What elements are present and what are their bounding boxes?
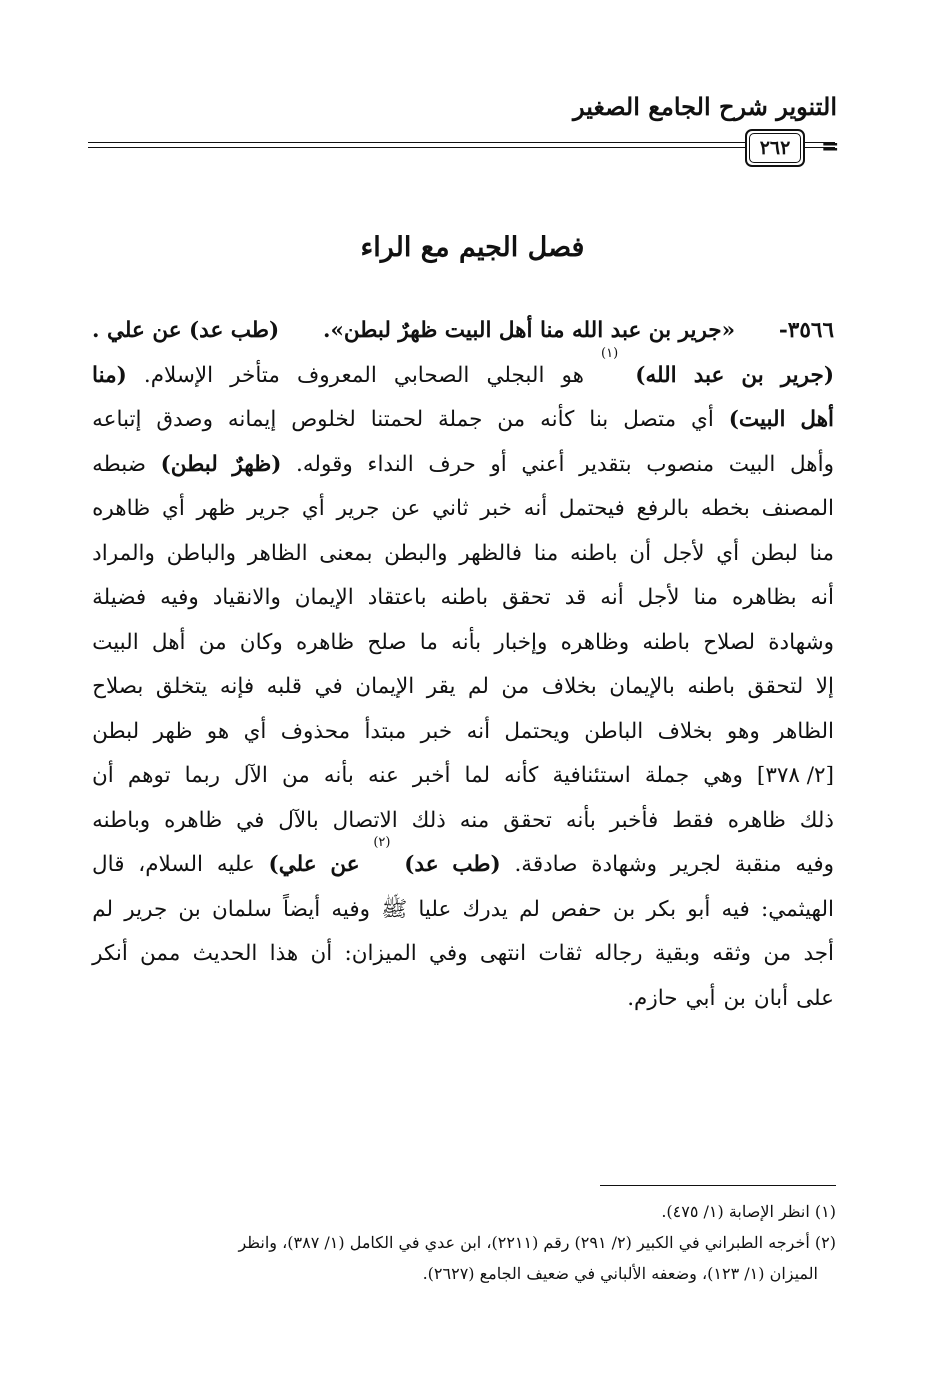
word: أن	[629, 540, 652, 566]
word: النداء	[367, 451, 414, 477]
footnote-ref-word: عد)	[404, 852, 439, 877]
word: هذا	[269, 941, 299, 966]
word: أبو	[687, 896, 711, 922]
word: يدرك	[462, 896, 508, 922]
word: تحقق	[503, 807, 552, 833]
word: باطنه	[440, 585, 489, 610]
word: البيت	[728, 451, 776, 477]
word: في	[236, 807, 265, 833]
word: وإخبار	[494, 629, 548, 655]
word: من	[198, 629, 227, 655]
section-title: فصل الجيم مع الراء	[360, 232, 585, 263]
word: مبتدأ	[364, 718, 407, 744]
word: إتباعه	[92, 407, 142, 432]
word: جملة	[644, 763, 690, 788]
text-line	[92, 665, 834, 710]
word: لأجل	[637, 585, 680, 610]
hadith-text: «جرير بن عبد الله منا أهل البيت ظهرٌ لبطن».	[322, 318, 736, 343]
word: ثاني	[432, 496, 469, 521]
word: الإيمان	[355, 674, 415, 699]
word: أخبر	[412, 763, 451, 788]
word: عنه	[367, 763, 399, 788]
word: وفيه	[795, 852, 834, 877]
word: وأهل	[790, 451, 834, 477]
word: هو	[561, 362, 584, 388]
word: استئنافية	[552, 763, 631, 788]
word: باطنه	[569, 540, 618, 566]
word: من	[281, 763, 310, 788]
word: الميزان:	[344, 941, 417, 966]
word: هو	[206, 718, 230, 744]
word: فقط	[672, 807, 714, 833]
word: عن	[330, 852, 360, 877]
word: إيمانه	[227, 407, 277, 432]
word: أهل	[800, 407, 834, 432]
word: الصحابي	[393, 362, 470, 388]
word: جرير	[336, 496, 380, 521]
word: وصدق	[156, 407, 213, 432]
word: من	[497, 407, 526, 432]
text-line	[92, 754, 834, 799]
word: الظاهر	[774, 718, 834, 744]
word: أن	[310, 941, 333, 966]
word: بأنه	[565, 807, 596, 833]
word: وفيه	[331, 896, 371, 922]
word: أو	[490, 451, 507, 477]
word: ما	[419, 629, 438, 655]
word: لبطن	[750, 540, 798, 566]
word: أنكر	[92, 941, 128, 966]
word: ظهر	[153, 718, 193, 744]
word: توهم	[127, 763, 171, 788]
word: بخطه	[700, 496, 750, 521]
word: عليه	[216, 852, 255, 877]
word: أي	[691, 407, 714, 432]
footnote-2-line-2: الميزان (١/ ١٢٣)، وضعفه الألباني في ضعيف الجامع (٢٦٢٧).	[422, 1264, 818, 1283]
word: البيت)	[728, 407, 786, 432]
word: رجاله	[594, 941, 643, 966]
word: بالرفع	[636, 496, 690, 521]
word: لما	[464, 763, 491, 788]
word: لم	[92, 896, 114, 922]
word: أيضاً	[283, 896, 321, 922]
text-line	[92, 710, 834, 755]
hadith-line	[92, 309, 834, 354]
word: قد	[564, 585, 587, 610]
word: بالآل	[278, 807, 319, 833]
word: كأنه	[540, 407, 575, 432]
word: المعروف	[296, 362, 377, 388]
word: (جرير	[780, 362, 834, 388]
word: وهو	[726, 718, 760, 744]
word: الهيثمي:	[760, 896, 834, 922]
word: في	[314, 674, 343, 699]
word: أبان	[753, 985, 789, 1011]
word: أهل	[151, 629, 186, 655]
word: لأجل	[662, 540, 705, 566]
word: وباطنه	[92, 807, 151, 833]
word: ثقات	[538, 941, 583, 966]
text-line	[92, 932, 834, 977]
word: ذلك	[799, 807, 834, 833]
word: وهي	[703, 763, 743, 788]
word: الإيمان	[294, 585, 354, 610]
text-line	[92, 799, 834, 844]
text-line	[92, 487, 834, 532]
hadith-number: ٣٥٦٦-	[778, 318, 834, 343]
word: لخلوص	[291, 407, 356, 432]
word: بن	[178, 896, 201, 922]
word: بخلاف	[657, 718, 713, 744]
word: ويحتمل	[504, 718, 570, 744]
word: لم	[519, 896, 540, 922]
word: لبطن	[92, 718, 140, 744]
word: حازم.	[627, 985, 678, 1011]
text-line	[92, 443, 834, 488]
body-text	[92, 309, 834, 1021]
word: بن	[723, 985, 746, 1011]
word: قلبه	[266, 674, 303, 699]
word: المصنف	[761, 496, 834, 521]
word: تحقق	[502, 585, 551, 610]
text-line	[92, 977, 834, 1022]
word: وفيه	[160, 585, 199, 610]
word: وبقية	[654, 941, 701, 966]
word: وثقه	[712, 941, 752, 966]
text-line	[92, 398, 834, 443]
text-line	[92, 621, 834, 666]
word: بن	[612, 896, 636, 922]
word: (طب	[452, 852, 501, 877]
word: (منا	[92, 362, 127, 388]
word: متأخر	[230, 362, 280, 388]
word: (ظهرٌ	[232, 451, 282, 477]
word: يتخلق	[155, 674, 208, 699]
word: بالإيمان	[609, 674, 675, 699]
word: البيت	[92, 629, 139, 655]
word: قال	[92, 852, 125, 877]
word: منا	[809, 540, 834, 566]
footnotes	[110, 1196, 836, 1289]
text-line	[92, 345, 834, 399]
word: لبطن)	[160, 451, 218, 477]
page-number-mark: =	[821, 134, 840, 160]
word: والبطن	[384, 540, 448, 566]
footnote-2-line-1: (٢) أخرجه الطبراني في الكبير (٢/ ٢٩١) رقم (٢٢١١)، ابن عدي في الكامل (١/ ٣٨٧)، وانظر	[238, 1233, 836, 1252]
word: منقبة	[734, 852, 782, 877]
word: منصوب	[646, 451, 715, 477]
word: والباطن	[166, 540, 237, 566]
word: ربما	[184, 763, 220, 788]
word: عليا	[418, 896, 452, 922]
word: على	[796, 985, 834, 1011]
word: فيه	[721, 896, 750, 922]
word: [٢/ ٣٧٨]	[756, 763, 834, 788]
word: أجد	[803, 941, 834, 966]
word: جرير	[247, 496, 291, 521]
word: بن	[741, 362, 764, 388]
footnote-ref-word: الله)	[635, 362, 677, 388]
word: أنه	[600, 585, 624, 610]
word: الباطن	[584, 718, 644, 744]
word: ظاهره	[164, 807, 223, 833]
word: فإنه	[219, 674, 255, 699]
word: لتحقق	[747, 674, 804, 699]
word: وكان	[239, 629, 283, 655]
word: وفي	[429, 941, 468, 966]
word: ظهر	[196, 496, 236, 521]
word: من	[501, 674, 530, 699]
word: أي	[301, 496, 325, 521]
text-line	[92, 835, 834, 888]
word: أن	[92, 763, 114, 788]
word: منه	[459, 807, 490, 833]
word: وشهادة	[768, 629, 834, 655]
word: أي	[243, 718, 267, 744]
word: إلا	[815, 674, 834, 699]
header-rule-top	[88, 142, 835, 143]
word: متصل	[623, 407, 677, 432]
word: من	[763, 941, 792, 966]
word: حرف	[428, 451, 476, 477]
word: أبي	[685, 985, 716, 1011]
word: ممن	[140, 941, 181, 966]
word: خبر	[480, 496, 512, 521]
word: لصلاح	[703, 629, 756, 655]
word: لحمتنا	[370, 407, 424, 432]
word: الآل	[234, 763, 268, 788]
footnote-ref[interactable]: (٢)	[373, 835, 391, 850]
word: كأنه	[504, 763, 539, 788]
word: فضيلة	[92, 585, 147, 610]
footnote-separator	[600, 1185, 836, 1186]
word: وقوله.	[296, 451, 353, 477]
word: والانقياد	[212, 585, 281, 610]
word: صادقة.	[514, 852, 578, 877]
word: أي	[161, 496, 185, 521]
word: صلح	[367, 629, 407, 655]
word: بظاهره	[731, 585, 797, 610]
word: البجلي	[486, 362, 545, 388]
word: بنا	[589, 407, 609, 432]
word: الحديث	[192, 941, 258, 966]
word: وشهادة	[591, 852, 657, 877]
word: فأخبر	[609, 807, 659, 833]
word: بخلاف	[541, 674, 597, 699]
page-number: ٢٦٢	[745, 129, 805, 167]
word: سلمان	[211, 896, 272, 922]
word: عن	[391, 496, 421, 521]
word: باعتقاد	[367, 585, 427, 610]
word: الاتصال	[332, 807, 398, 833]
header-rule-bottom	[88, 147, 835, 148]
word: بأنه	[451, 629, 482, 655]
word: بكر	[646, 896, 677, 922]
word: انتهى	[479, 941, 527, 966]
word: فالظهر	[459, 540, 523, 566]
word: أعني	[521, 451, 565, 477]
word: ذلك	[411, 807, 446, 833]
word: أنه	[466, 718, 491, 744]
word: منا	[693, 585, 718, 610]
word: وظاهره	[560, 629, 630, 655]
word: ظاهره	[295, 629, 355, 655]
word: ظاهره	[727, 807, 786, 833]
word: لم	[468, 674, 489, 699]
text-line	[92, 532, 834, 577]
word: بأنه	[323, 763, 354, 788]
word: ضبطه	[92, 451, 146, 477]
footnote-1: (١) انظر الإصابة (١/ ٤٧٥).	[661, 1202, 836, 1221]
word: بمعنى	[319, 540, 373, 566]
word: محذوف	[280, 718, 351, 744]
word: جملة	[438, 407, 483, 432]
word: باطنه	[687, 674, 736, 699]
running-header-title: التنوير شرح الجامع الصغير	[573, 92, 837, 121]
word: أنه	[810, 585, 834, 610]
word: يقر	[426, 674, 456, 699]
word: السلام،	[138, 852, 204, 877]
word: بتقدير	[579, 451, 632, 477]
word: أي	[716, 540, 740, 566]
word: بصلاح	[92, 674, 144, 699]
word: خبر	[420, 718, 453, 744]
text-line	[92, 888, 834, 933]
hadith-source: (طب عد) عن علي .	[92, 318, 280, 343]
word: والمراد	[92, 540, 155, 566]
word: لجرير	[670, 852, 721, 877]
word: الإسلام.	[143, 362, 214, 388]
footnote-ref[interactable]: (١)	[601, 345, 619, 361]
word: باطنه	[642, 629, 690, 655]
word: الظاهر	[247, 540, 308, 566]
word: علي)	[268, 852, 317, 877]
word: جرير	[124, 896, 168, 922]
word: عبد	[693, 362, 725, 388]
word: ﷺ	[381, 896, 408, 922]
word: فيحتمل	[558, 496, 625, 521]
commentary	[92, 345, 834, 1022]
word: حفص	[551, 896, 602, 922]
word: أنه	[523, 496, 548, 521]
word: ظاهره	[92, 496, 151, 521]
text-line	[92, 576, 834, 621]
word: منا	[533, 540, 559, 566]
